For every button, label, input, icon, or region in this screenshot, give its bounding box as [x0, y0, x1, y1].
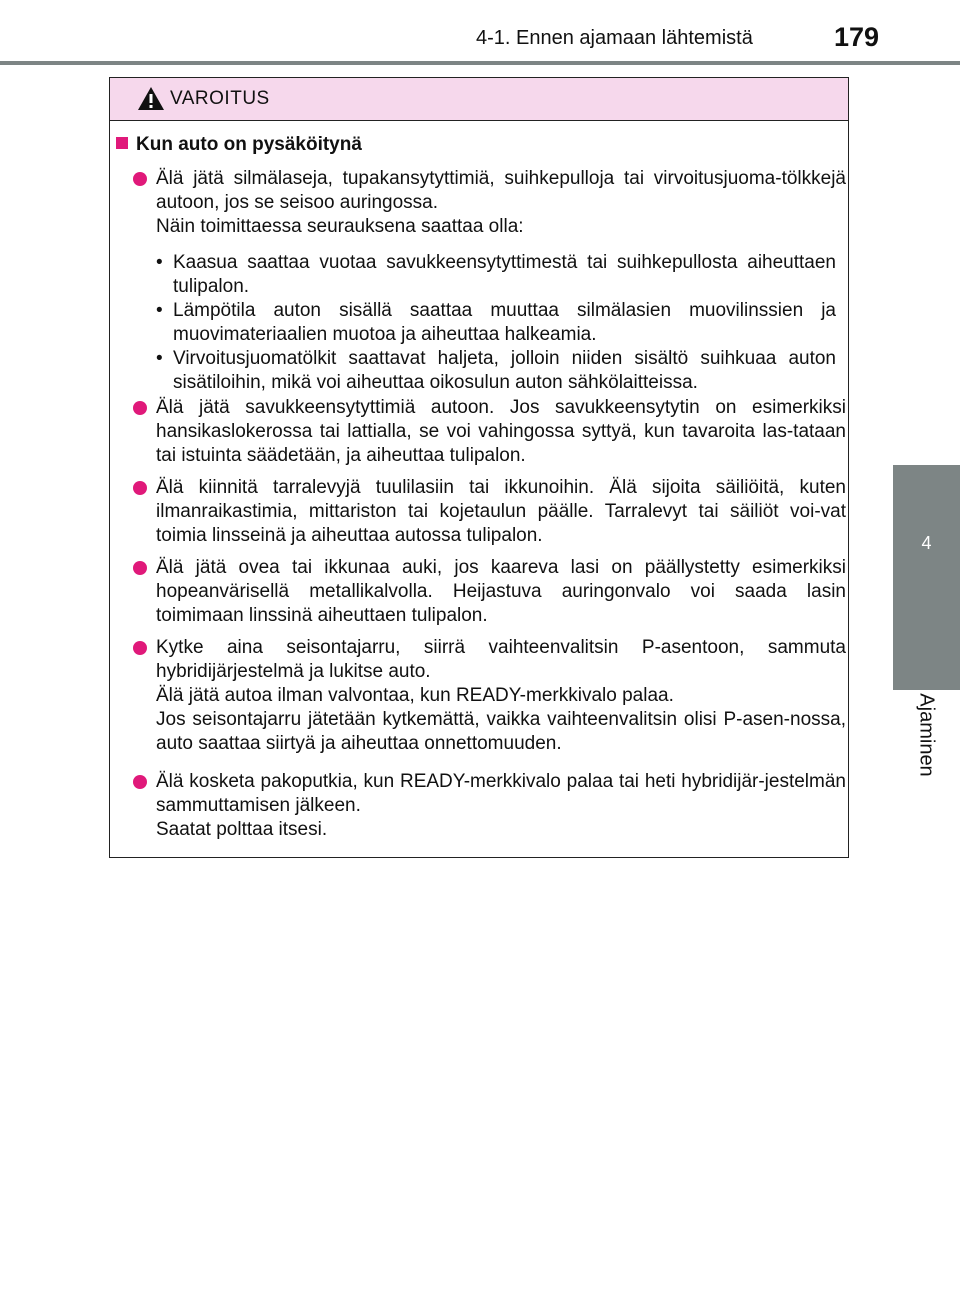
chapter-label-container — [893, 690, 960, 830]
sub-item-text: Virvoitusjuomatölkit saattavat haljeta, jolloin niiden sisältö suihkuaa auton sisätiloihin, mikä voi aiheuttaa oikosulun auton sähkölaitteissa. — [173, 348, 836, 393]
item-text: Älä jätä ovea tai ikkunaa auki, jos kaareva lasi on päällystetty esimerkiksi hopeanvärisellä metallikalvolla. Heijastuva auringonvalo voi saada lasin toimimaan linssinä aiheuttaen tulipalon. — [156, 557, 846, 626]
section-square-icon — [116, 137, 128, 149]
bullet-dot-icon — [133, 641, 147, 655]
warning-item — [116, 396, 846, 468]
sub-item — [156, 299, 836, 347]
item-text: Älä jätä silmälaseja, tupakansytyttimiä, suihkepulloja tai virvoitusjuoma-tölkkejä autoon, jos se seisoo auringossa. — [156, 168, 846, 213]
item-text: Näin toimittaessa seurauksena saattaa olla: — [156, 216, 524, 237]
warning-item — [116, 167, 846, 239]
sub-item — [156, 251, 836, 299]
warning-item — [116, 636, 846, 756]
page-number: 179 — [834, 22, 880, 52]
bullet-dot-icon — [133, 775, 147, 789]
warning-box — [109, 77, 849, 858]
warning-item — [116, 770, 846, 842]
bullet-dot-icon — [133, 561, 147, 575]
header-section-title: 4-1. Ennen ajamaan lähtemistä — [476, 27, 753, 49]
item-text: Älä kosketa pakoputkia, kun READY-merkkivalo palaa tai heti hybridijär-jestelmän sammuttamisen jälkeen. — [156, 771, 846, 816]
warning-item — [116, 476, 846, 548]
warning-triangle-icon — [137, 86, 165, 111]
sub-bullet-icon: • — [156, 300, 163, 321]
warning-label: VAROITUS — [170, 88, 270, 109]
section-title — [116, 134, 362, 156]
item-text: Kytke aina seisontajarru, siirrä vaihteenvalitsin P-asentoon, sammuta hybridijärjestelmä ja lukitse auto. — [156, 637, 846, 682]
bullet-dot-icon — [133, 172, 147, 186]
warning-header — [110, 78, 848, 121]
item-text: Saatat polttaa itsesi. — [156, 819, 328, 840]
bullet-dot-icon — [133, 481, 147, 495]
sub-item-text: Lämpötila auton sisällä saattaa muuttaa silmälasien muovilinssien ja muovimateriaalien muotoa ja aiheuttaa halkeamia. — [173, 300, 836, 345]
bullet-dot-icon — [133, 401, 147, 415]
item-text: Älä kiinnitä tarralevyjä tuulilasiin tai ikkunoihin. Älä sijoita säiliöitä, kuten ilmanraikastimia, mittariston tai kojetaulun päälle. Tarralevyt tai säiliöt voi-vat toimia linsseinä ja aiheuttaa autossa tulipalon. — [156, 477, 846, 546]
chapter-label: Ajaminen — [915, 693, 938, 777]
item-text: Älä jätä savukkeensytyttimiä autoon. Jos savukkeensytytin on esimerkiksi hansikaslokerossa tai lattialla, se voi vahingossa syttyä, kun tavaroita las-tataan tai istuinta säädetään, ja aiheuttaa tulipalon. — [156, 397, 846, 466]
sub-item-text: Kaasua saattaa vuotaa savukkeensytyttimestä tai suihkepullosta aiheuttaen tulipalon. — [173, 252, 836, 297]
section-title-text: Kun auto on pysäköitynä — [136, 134, 362, 155]
chapter-tab — [893, 465, 960, 690]
item-text: Älä jätä autoa ilman valvontaa, kun READY-merkkivalo palaa. — [156, 685, 674, 706]
item-text: Jos seisontajarru jätetään kytkemättä, vaikka vaihteenvalitsin olisi P-asen-nossa, auto saattaa siirtyä ja aiheuttaa onnettomuuden. — [156, 709, 846, 754]
sub-item — [156, 347, 836, 395]
sub-bullet-icon: • — [156, 348, 163, 369]
header-divider — [0, 61, 960, 65]
warning-item — [116, 556, 846, 628]
chapter-number: 4 — [921, 533, 932, 553]
sub-bullet-icon: • — [156, 252, 163, 273]
